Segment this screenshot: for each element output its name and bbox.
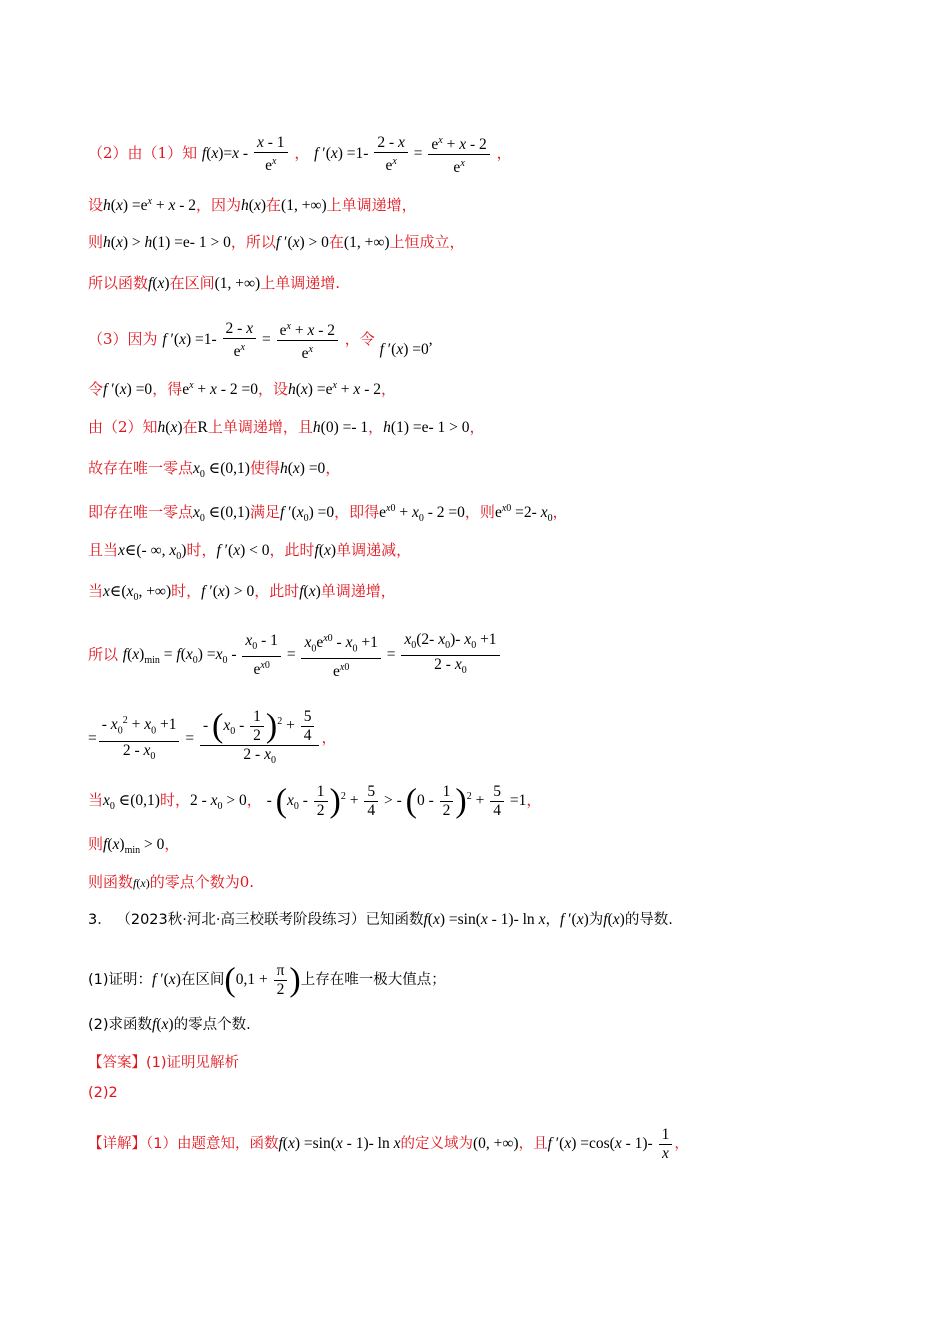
solution-line-min-positive — [88, 834, 890, 861]
line-text: ， — [496, 144, 512, 163]
line-text: ，且 — [518, 1136, 548, 1153]
line-text: 满足 — [249, 503, 280, 522]
line-text: （2）由（1）知 — [88, 144, 198, 163]
line-text: ，设 — [257, 380, 288, 399]
line-text: ，此时 — [254, 582, 300, 600]
answer-text: (1)证明见解析 — [146, 1055, 240, 1071]
line-text: ，所以 — [230, 233, 276, 251]
problem-3-part-2 — [88, 1015, 890, 1035]
formula: f(x) — [299, 583, 321, 600]
formula: $x_0$ ∈(0,1) — [193, 504, 250, 525]
formula: f ′(x) — [152, 971, 181, 989]
problem-3-stem — [88, 910, 890, 930]
formula: f ′(x) =cos(x - 1)- $\frac{1}{x}$ — [548, 1135, 675, 1152]
formula: (0,1 + $\frac{\pi}{2}$ ) — [224, 961, 301, 999]
line-text: 的导数. — [624, 912, 673, 928]
line-text: 且当 — [88, 541, 119, 559]
line-text: 上单调递增， — [326, 196, 417, 215]
solution-line-min-simplified — [88, 708, 890, 770]
solution-line-2-derivative — [88, 132, 890, 177]
formula: f(x) — [152, 1016, 174, 1033]
problem-3-part-1 — [88, 962, 890, 999]
line-text: （1）由题意知，函数 — [146, 1136, 279, 1153]
line-text: 当 — [88, 791, 104, 810]
line-text: 故存在唯一零点 — [88, 459, 194, 477]
solution-line-set-zero — [88, 376, 890, 400]
formula: $e^{x0} =2-$ $x_0$ — [494, 503, 553, 525]
problem-source: （2023秋·河北·高三校联考阶段练习） — [116, 912, 366, 928]
solution-line-min-value — [88, 630, 890, 681]
formula: f(x)=x - $\frac{x - 1}{e^x}$ — [202, 145, 290, 162]
formula: f ′(x) =1- $\frac{2 - x}{e^x}$ = $\frac{e^x + x - 2}{e^x}$ — [162, 331, 340, 348]
line-text: 在区间 — [169, 274, 215, 292]
formula: x∈(- ∞, $x_0$) — [118, 542, 187, 563]
line-text: 所以 — [88, 645, 119, 664]
solution-line-unique-zero — [88, 458, 890, 485]
line-text: 使得 — [249, 459, 280, 477]
line-text: 则 — [88, 233, 104, 251]
formula: R — [197, 419, 208, 436]
line-text: ， — [368, 418, 384, 436]
formula: h(x) — [241, 197, 267, 215]
formula: f(x) — [148, 275, 170, 292]
formula: f(x) =sin(x - 1)- ln x — [278, 1135, 401, 1153]
formula: h(x) =0 — [279, 460, 326, 477]
line-text: ， — [164, 835, 180, 853]
formula: f(x) =sin(x - 1)- ln x — [423, 911, 546, 928]
line-text: 时， — [171, 582, 202, 600]
formula: (1, +∞) — [214, 275, 261, 292]
formula: $h(x) =e^x + x - 2$ — [287, 380, 381, 399]
line-text: 的零点个数为0. — [149, 873, 254, 891]
line-text: ， — [325, 459, 341, 477]
formula: f $'(x_0) =0$ — [279, 504, 335, 525]
line-text: 令 — [88, 380, 104, 399]
line-text: ，令 — [344, 330, 375, 349]
line-text: (1)证明： — [88, 972, 153, 989]
solution-line-positive-check — [88, 783, 890, 820]
answer-line-2 — [88, 1083, 890, 1103]
solution-line-increasing — [88, 581, 890, 608]
line-text: 的零点个数. — [173, 1017, 251, 1033]
formula: f ′(x) < 0 — [216, 542, 270, 559]
formula: $f(x)_{min} = f(x_0) =x_0$ - $\frac{x_0 - 1}{e^{x0}}$ = $\frac{x_0e^{x0} - x_0 +1}{e^{x0}}$ = $\frac{x_0(2- x_0)- x_0 +1}{2 - x_0}$ — [123, 646, 502, 663]
line-text: 设 — [88, 196, 104, 215]
line-text: 上单调递增. — [260, 274, 340, 292]
line-text: 时， — [186, 541, 217, 559]
answer-text: (2)2 — [88, 1085, 118, 1101]
formula: (1, +∞) — [281, 197, 327, 215]
formula: $x_0$ ∈(0,1) — [103, 792, 160, 813]
line-text: 已知函数 — [365, 912, 424, 928]
line-text: ， — [469, 418, 485, 436]
solution-line-decreasing — [88, 540, 890, 567]
formula: h(0) =- 1 — [312, 419, 369, 436]
formula: (1, +∞) — [343, 234, 390, 251]
answer-line-1 — [88, 1053, 890, 1073]
line-text: ， — [294, 144, 310, 163]
line-text: ， — [674, 1136, 689, 1153]
formula: $x_0$ ∈(0,1) — [193, 460, 250, 481]
line-text: ， — [246, 791, 262, 810]
line-text: ，因为 — [196, 196, 242, 215]
line-text: 上单调递增，且 — [207, 418, 313, 436]
line-text: 则 — [88, 835, 104, 853]
formula: $x\in(x_0$, +∞) — [103, 583, 172, 604]
formula: (0, +∞) — [472, 1135, 519, 1153]
formula: $h(x) =e^x + x - 2$ — [103, 196, 197, 215]
line-text: 所以函数 — [88, 274, 149, 292]
formula: = $\frac{- x_0^2 + x_0 +1}{2 - x_0}$ = - ($x_0$ - $\frac{1}{2}$ )$^2$ + $\frac{5}{4}$ $2 - x_0$ — [88, 730, 321, 747]
line-text: 的定义域为 — [400, 1136, 473, 1153]
formula: $f(x)_{min} > 0$ — [103, 836, 165, 857]
solution-line-x0-condition — [88, 499, 890, 529]
line-text: ， — [380, 380, 396, 399]
formula: - ($x_0$ - $\frac{1}{2}$ )$^2$ + $\frac{5}{4}$ > - (0 - $\frac{1}{2}$ )$^2$ + $\frac{5}{4}$ =1 — [266, 782, 527, 820]
solution-line-define-h — [88, 192, 890, 216]
line-text: 在 — [182, 418, 198, 436]
formula: f ′(x) =0 — [379, 341, 429, 359]
solution-line-3-derivative: （3）因为 f ′(x) =1- $\frac{2 - x}{e^x}$ = $\frac{e^x + x - 2}{e^x}$ ，令 f ′(x) =0, — [88, 318, 890, 363]
formula: f ′(x) > 0 — [201, 583, 255, 600]
line-text: 在区间 — [180, 972, 225, 989]
line-text: 单调递减， — [336, 541, 412, 559]
formula: f ′(x) > 0 — [275, 234, 329, 251]
detail-tag: 【详解】 — [88, 1136, 146, 1153]
line-text: ，此时 — [269, 541, 315, 559]
formula: f(x) — [314, 542, 337, 559]
problem-number: 3． — [88, 912, 112, 928]
line-text: 即存在唯一零点 — [88, 503, 194, 522]
line-text: 由（2）知 — [88, 418, 158, 436]
solution-line-h-positive — [88, 232, 890, 253]
line-text: ，则 — [464, 503, 495, 522]
answer-tag: 【答案】 — [88, 1055, 146, 1071]
formula: f ′(x) — [559, 911, 589, 928]
line-text: 单调递增， — [320, 582, 396, 600]
formula: f(x) — [133, 876, 150, 890]
solution-line-conclusion — [88, 872, 890, 893]
line-text: 在 — [328, 233, 344, 251]
line-text: ， — [545, 912, 560, 928]
line-text: 在 — [266, 196, 282, 215]
line-text: ， — [321, 728, 337, 747]
formula: $e^{x0} + x_0 - 2 =0$ — [379, 503, 465, 525]
line-text: （3）因为 — [88, 330, 158, 349]
line-text: ，得 — [152, 380, 183, 399]
formula: h(1) =e- 1 > 0 — [383, 419, 470, 436]
line-text: ， — [526, 791, 542, 810]
line-text: 则函数 — [88, 873, 134, 891]
formula: f(x) — [603, 911, 625, 928]
formula: f ′(x) =1- $\frac{2 - x}{e^x}$ = $\frac{e^x + x - 2}{e^x}$ — [314, 145, 492, 162]
formula: $e^x + x - 2 =0$ — [182, 380, 258, 399]
detail-line-1 — [88, 1126, 890, 1163]
line-text: 上存在唯一极大值点； — [300, 972, 446, 989]
line-text: 为 — [588, 912, 604, 928]
solution-line-h-values — [88, 417, 890, 438]
solution-line-f-increasing — [88, 273, 890, 294]
line-text: 当 — [88, 582, 104, 600]
line-text: (2)求函数 — [88, 1017, 153, 1033]
line-text: ， — [552, 503, 568, 522]
formula: h(x) — [157, 419, 183, 436]
formula: h(x) > h(1) =e- 1 > 0 — [103, 234, 231, 251]
formula: f ′(x) =0 — [103, 381, 153, 399]
line-text: ，即得 — [334, 503, 380, 522]
line-text: 时， — [159, 791, 190, 810]
formula: $2 - x_0 > 0$ — [189, 792, 247, 813]
line-text: 上恒成立， — [389, 233, 465, 251]
